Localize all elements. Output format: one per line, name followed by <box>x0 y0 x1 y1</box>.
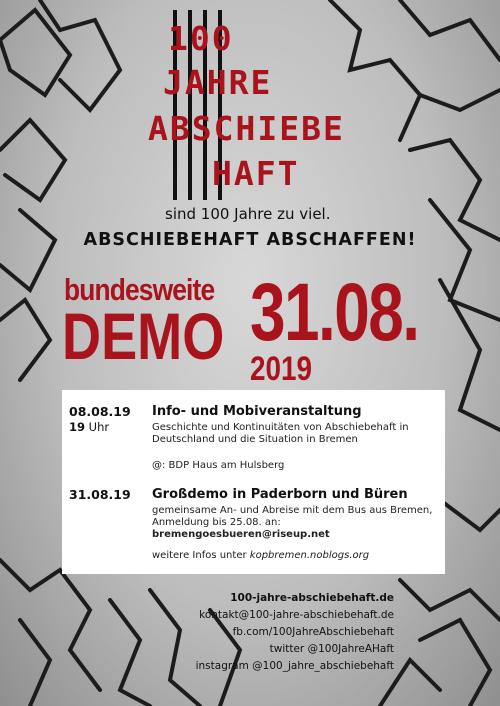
title-line-4: HAFT <box>212 154 300 193</box>
event-title: Info- und Mobiveranstaltung <box>152 404 362 419</box>
instagram-link[interactable]: instagram @100_jahre_abschiebehaft <box>195 660 394 672</box>
facebook-link[interactable]: fb.com/100JahreAbschiebehaft <box>232 626 394 638</box>
more-info-link[interactable]: kopbremen.noblogs.org <box>249 550 370 561</box>
registration-email-link[interactable]: bremengoesbueren@riseup.net <box>152 529 330 540</box>
demo-kind: bundesweite <box>64 272 215 307</box>
contacts <box>196 590 394 675</box>
event-date: 31.08.19 <box>69 487 131 502</box>
demo-label: DEMO <box>62 299 225 373</box>
title-line-3: ABSCHIEBE <box>148 109 345 148</box>
title-line-2: JAHRE <box>163 63 273 102</box>
demo-year: 2019 <box>250 350 313 388</box>
events-box <box>62 390 445 574</box>
tagline: sind 100 Jahre zu viel. <box>165 205 331 223</box>
more-info: weitere Infos unter kopbremen.noblogs.org <box>152 550 370 561</box>
event-description: Geschichte und Kontinuitäten von Abschiebehaft in Deutschland und die Situation in Bremen <box>152 422 409 445</box>
twitter-link[interactable]: twitter @100JahreAHaft <box>269 643 394 655</box>
event-date: 08.08.19 <box>69 404 131 419</box>
event-title: Großdemo in Paderborn und Büren <box>152 487 408 502</box>
contact-email-link[interactable]: kontakt@100-jahre-abschiebehaft.de <box>199 609 394 621</box>
headline: ABSCHIEBEHAFT ABSCHAFFEN! <box>83 230 417 250</box>
website-link[interactable]: 100-jahre-abschiebehaft.de <box>230 592 394 604</box>
demo-date: 31.08. <box>250 267 419 358</box>
event-description: gemeinsame An- und Abreise mit dem Bus aus Bremen, Anmeldung bis 25.08. an: bremengoesbueren@riseup.net <box>152 505 433 540</box>
event-time: 19 Uhr <box>69 420 110 434</box>
title-line-1: 100 <box>168 19 234 58</box>
event-location: @: BDP Haus am Hulsberg <box>152 460 285 471</box>
